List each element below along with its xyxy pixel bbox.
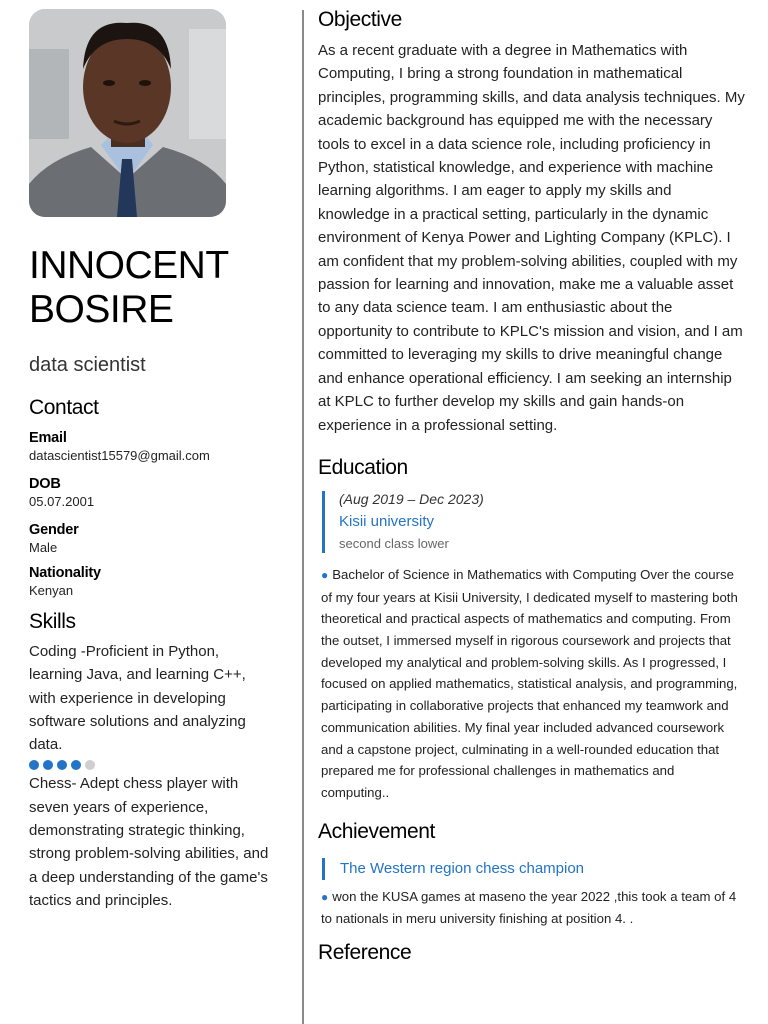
profile-photo	[29, 9, 226, 217]
nationality-value: Kenyan	[29, 583, 74, 598]
contact-gender	[29, 522, 269, 555]
main-content	[318, 8, 746, 965]
achievement-description-text: won the KUSA games at maseno the year 2022 ,this took a team of 4 to nationals in meru university finishing at position 4. .	[321, 888, 737, 927]
skill-coding-text: Coding -Proficient in Python, learning Java, and learning C++, with experience in developing software solutions and analyzing data.	[29, 643, 246, 754]
rating-dot-filled	[57, 760, 67, 770]
achievement-entry	[322, 858, 746, 880]
name-line-2: BOSIRE	[29, 288, 174, 331]
dob-label: DOB	[29, 476, 61, 492]
rating-dot-filled	[71, 760, 81, 770]
objective-heading: Objective	[318, 8, 402, 31]
gender-label: Gender	[29, 522, 79, 538]
candidate-name	[29, 244, 269, 332]
job-title: data scientist	[29, 354, 146, 376]
sidebar	[29, 9, 269, 912]
skills-heading: Skills	[29, 610, 76, 633]
education-date: (Aug 2019 – Dec 2023)	[339, 490, 484, 507]
education-entry	[322, 491, 746, 553]
gender-value: Male	[29, 540, 58, 555]
education-description	[321, 564, 746, 804]
rating-dot-filled	[43, 760, 53, 770]
column-divider	[302, 10, 304, 1024]
contact-list	[29, 430, 269, 598]
achievement-heading: Achievement	[318, 819, 435, 843]
portrait-image	[29, 9, 226, 217]
achievement-title: The Western region chess champion	[340, 860, 585, 878]
education-heading: Education	[318, 455, 408, 479]
objective-text: As a recent graduate with a degree in Mathematics with Computing, I bring a strong foundation in mathematical principles, programming skills, and data analysis techniques. My academic background has equipped me with the necessary tools to excel in a data science role, including proficiency in Python, statistical knowledge, and experience with machine learning algorithms. I am eager to apply my skills and knowledge in a practical setting, particularly in the dynamic environment of Kenya Power and Lighting Company (KPLC). I am confident that my problem-solving abilities, coupled with my passion for learning and innovation, make me a valuable asset to any data science team. I am enthusiastic about the opportunity to contribute to KPLC's mission and vision, and I am committed to leveraging my skills to drive meaningful change and enhance operational efficiency. I am seeking an internship at KPLC to further develop my skills and gain hands-on experience in a professional setting.	[318, 42, 745, 434]
reference-heading: Reference	[318, 941, 412, 965]
nationality-label: Nationality	[29, 565, 101, 581]
rating-dot-filled	[29, 760, 39, 770]
contact-dob	[29, 476, 269, 509]
contact-email	[29, 430, 269, 463]
bullet-icon: ●	[321, 567, 329, 582]
bullet-icon: ●	[321, 889, 329, 904]
achievement-description	[321, 886, 746, 930]
education-description-text: Bachelor of Science in Mathematics with Computing Over the course of my four years at Kisii University, I dedicated myself to mastering both theoretical and practical aspects of mathematics and computing. From the outset, I immersed myself in rigorous coursework and projects that developed my analytical and problem-solving skills. As I progressed, I focused on applied mathematics, statistical analysis, and programming, participating in collaborative projects that enhanced my teamwork and communication abilities. My final year included advanced coursework and a capstone project, culminating in a well-rounded education that prepared me for professional challenges in mathematics and computing..	[321, 566, 738, 800]
rating-dot-empty	[85, 760, 95, 770]
education-school: Kisii university	[339, 512, 435, 530]
education-grade: second class lower	[339, 535, 449, 551]
email-label: Email	[29, 430, 67, 446]
dob-value: 05.07.2001	[29, 494, 95, 509]
skill-level-rating	[29, 760, 269, 770]
contact-nationality	[29, 565, 269, 598]
email-value[interactable]: datascientist15579@gmail.com	[29, 448, 210, 463]
name-line-1: INNOCENT	[29, 244, 229, 287]
contact-heading: Contact	[29, 396, 99, 419]
skill-chess-text: Chess- Adept chess player with seven years of experience, demonstrating strategic thinking, strong problem-solving abilities, and a deep understanding of the game's tactics and principles.	[29, 775, 269, 909]
